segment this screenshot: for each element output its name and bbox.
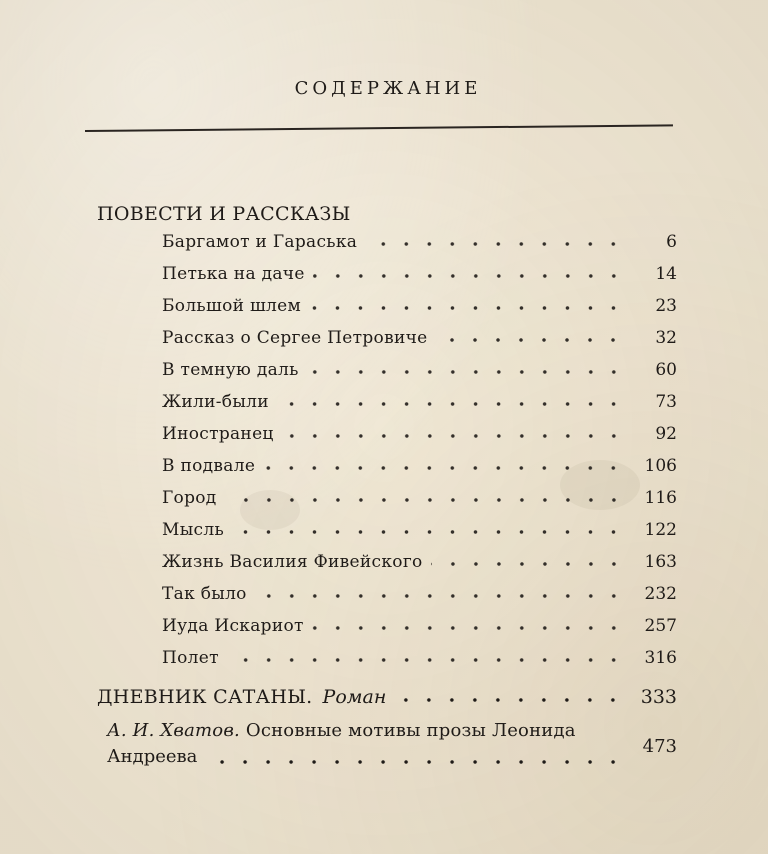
dot-leader	[282, 424, 631, 444]
toc-entry-title: Баргамот и Гараська	[162, 232, 358, 252]
toc-entry-title: Петька на даче	[162, 264, 305, 284]
section-title: ПОВЕСТИ И РАССКАЗЫ	[97, 203, 351, 225]
dot-leader	[312, 616, 631, 636]
toc-entry[interactable]	[162, 290, 677, 316]
diary-page: 333	[640, 686, 677, 708]
toc-entry[interactable]	[162, 354, 677, 380]
toc-entry[interactable]	[162, 642, 677, 668]
toc-entry-title: Рассказ о Сергее Петровиче	[162, 328, 428, 348]
contents-heading: СОДЕРЖАНИЕ	[294, 78, 482, 99]
dot-leader	[431, 552, 631, 572]
essay-page: 473	[642, 736, 677, 757]
toc-entry-page: 163	[644, 552, 677, 572]
toc-entry-page: 106	[644, 456, 677, 476]
dot-leader	[313, 264, 631, 284]
toc-entry-title: Иностранец	[162, 424, 274, 444]
toc-entry-title: Мысль	[162, 520, 225, 540]
toc-entry-title: Жили-были	[162, 392, 269, 412]
dot-leader	[263, 456, 631, 476]
toc-entry-title: В темную даль	[162, 360, 299, 380]
toc-entry[interactable]	[162, 418, 677, 444]
dot-leader	[277, 392, 631, 412]
essay-line-2	[107, 736, 677, 770]
toc-entry-title: Так было	[162, 584, 247, 604]
toc-entry[interactable]	[162, 258, 677, 284]
toc-entry-title: В подвале	[162, 456, 256, 476]
toc-entry-page: 92	[655, 424, 677, 444]
toc-entry-title: Большой шлем	[162, 296, 302, 316]
toc-entry[interactable]	[162, 514, 677, 540]
essay-line-1	[107, 718, 677, 744]
toc-entry-title: Иуда Искариот	[162, 616, 304, 636]
dot-leader	[205, 748, 631, 770]
toc-entry-page: 32	[655, 328, 677, 348]
dot-leader	[225, 488, 631, 508]
toc-entry-page: 23	[655, 296, 677, 316]
toc-entry-title: Полет	[162, 648, 219, 668]
heading-rule	[85, 124, 673, 132]
toc-entry[interactable]	[162, 322, 677, 348]
toc-entry-page: 257	[644, 616, 677, 636]
dot-leader	[255, 584, 631, 604]
toc-entry[interactable]	[162, 450, 677, 476]
dot-leader	[309, 296, 631, 316]
essay-entry[interactable]	[107, 718, 677, 770]
toc-entry-page: 116	[644, 488, 677, 508]
toc-entry[interactable]	[162, 610, 677, 636]
toc-entry-page: 6	[666, 232, 677, 252]
toc-entry-page: 316	[644, 648, 677, 668]
toc-entry[interactable]	[162, 386, 677, 412]
dot-leader	[365, 232, 631, 252]
essay-title-line-2: Андреева	[107, 746, 198, 767]
diary-entry[interactable]	[97, 680, 677, 708]
toc-entry-page: 122	[644, 520, 677, 540]
dot-leader	[307, 360, 631, 380]
dot-leader	[435, 328, 631, 348]
toc-entry-page: 232	[644, 584, 677, 604]
toc-entry[interactable]	[162, 546, 677, 572]
dot-leader	[227, 648, 631, 668]
toc-entry-title: Город	[162, 488, 217, 508]
essay-author: А. И. Хватов.	[107, 720, 240, 741]
toc-entry[interactable]	[162, 226, 677, 252]
toc-entry[interactable]	[162, 578, 677, 604]
dot-leader	[396, 686, 630, 708]
toc-entry-page: 60	[655, 360, 677, 380]
diary-subtitle: Роман	[322, 686, 387, 708]
toc-entry-title: Жизнь Василия Фивейского	[162, 552, 423, 572]
dot-leader	[232, 520, 631, 540]
toc-entry-page: 14	[655, 264, 677, 284]
essay-title-line-1: Основные мотивы прозы Леонида	[245, 720, 576, 741]
diary-title: ДНЕВНИК САТАНЫ.	[97, 686, 313, 708]
toc-entry-page: 73	[655, 392, 677, 412]
toc-entry[interactable]	[162, 482, 677, 508]
